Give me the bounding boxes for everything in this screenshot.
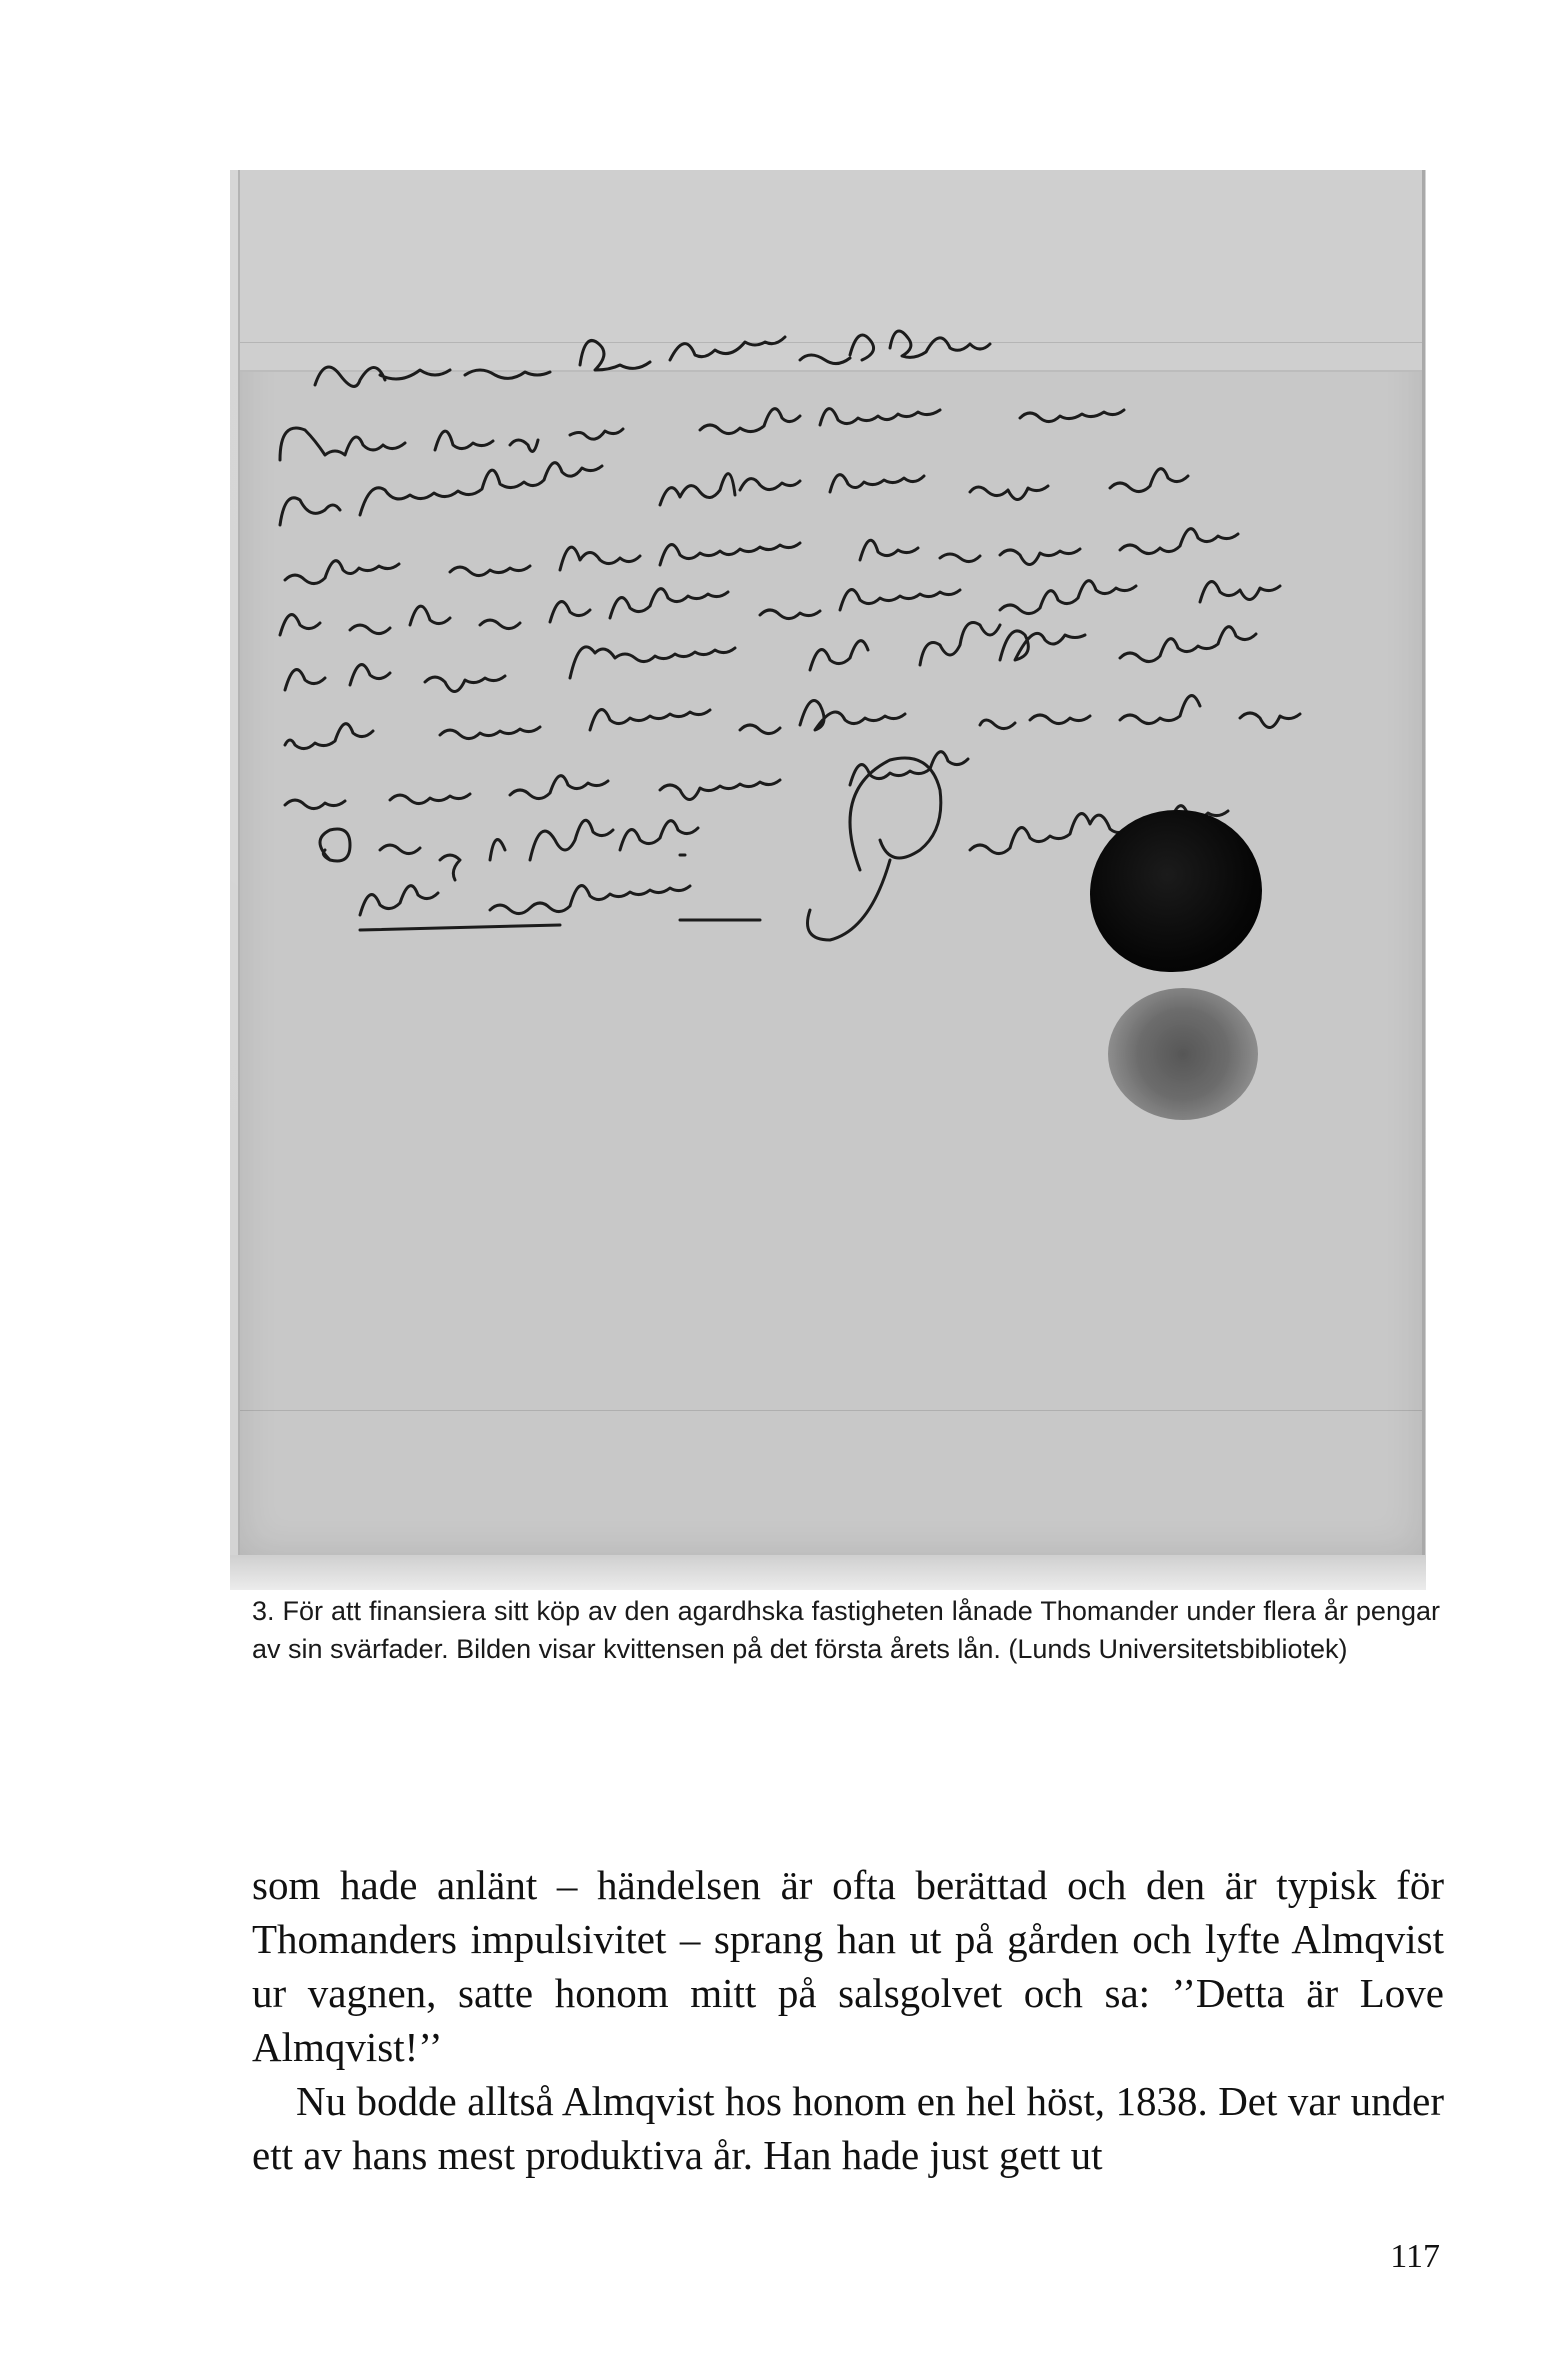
- body-text: [252, 1858, 1444, 2182]
- figure-caption: 3. För att finansiera sitt köp av den agardhska fastigheten lånade Thomander under flera år pengar av sin svärfader. Bilden visar kvittensen på det första årets lån. (Lunds Universitetsbibliotek): [252, 1596, 1440, 1664]
- receipt-photograph: [230, 170, 1426, 1590]
- seal-stain: [1108, 988, 1258, 1120]
- photo-bottom-edge: [230, 1555, 1426, 1590]
- body-paragraph: som hade anlänt – händelsen är ofta berättad och den är typisk för Thomanders impulsivitet – sprang han ut på gården och lyfte Almqvist ur vagnen, satte honom mitt på salsgolvet och sa: ’’Detta är Love Almqvist!’’: [252, 1862, 1444, 2070]
- page-number: 117: [1390, 2238, 1440, 2275]
- body-paragraph: Nu bodde alltså Almqvist hos honom en hel höst, 1838. Det var under ett av hans mest produktiva år. Han hade just gett ut: [252, 2078, 1444, 2178]
- wax-seal: [1090, 810, 1262, 972]
- receipt-paper: [238, 170, 1425, 1555]
